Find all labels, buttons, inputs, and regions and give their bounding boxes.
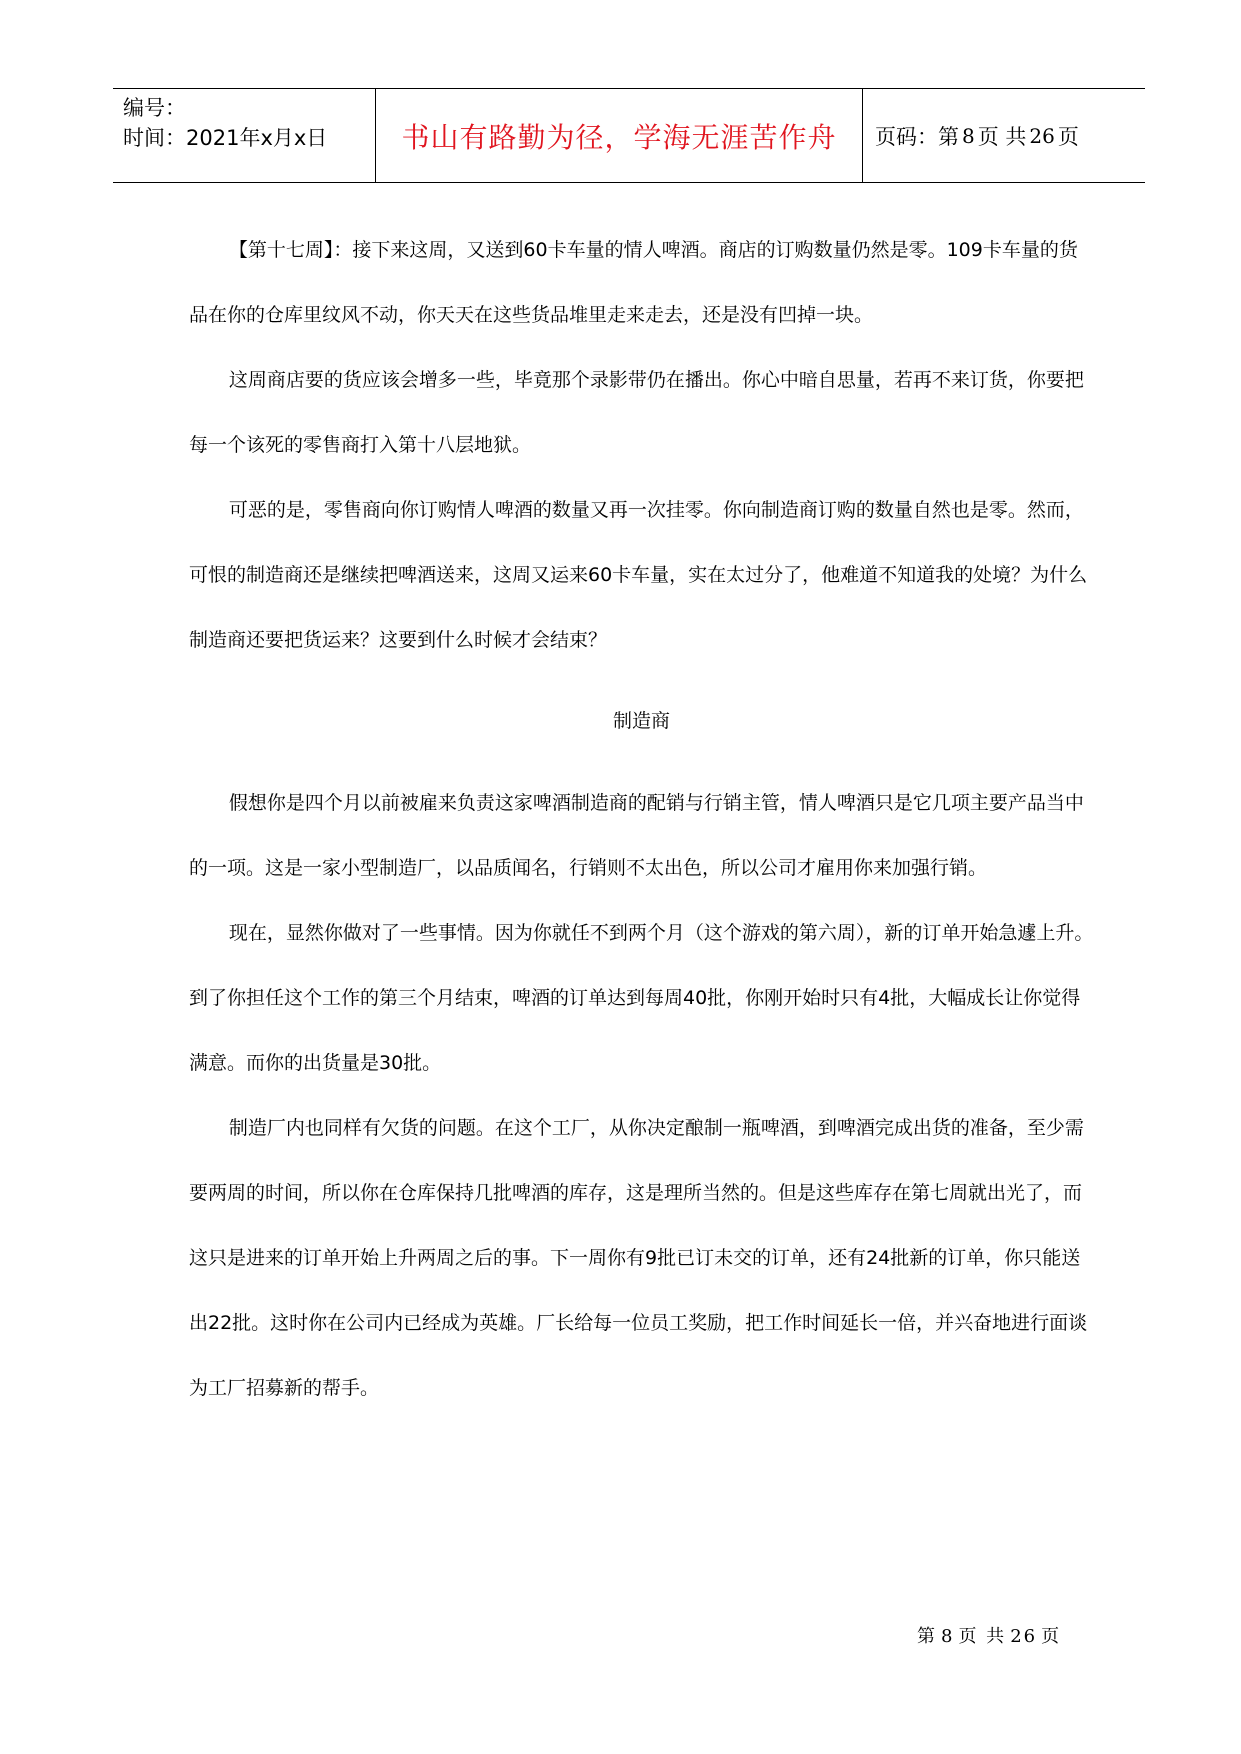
header-motto: 书山有路勤为径，学海无涯苦作舟 [401,120,837,154]
header-meta [123,93,327,153]
header-divider [375,89,376,182]
footer-current: 8 [941,1626,955,1647]
paragraph: 这周商店要的货应该会增多一些，毕竟那个录影带仍在播出。你心中暗自思量，若再不来订货，你要把每一个该死的零售商打入第十八层地狱。 [189,369,1084,456]
paragraph: 【第十七周】：接下来这周，又送到60卡车量的情人啤酒。商店的订购数量仍然是零。109卡车量的货品在你的仓库里纹风不动，你天天在这些货品堆里走来走去，还是没有凹掉一块。 [189,239,1078,326]
page-mid: 页 共 [977,124,1027,149]
paragraph: 制造厂内也同样有欠货的问题。在这个工厂，从你决定酿制一瓶啤酒，到啤酒完成出货的准备，至少需要两周的时间，所以你在仓库保持几批啤酒的库存，这是理所当然的。但是这些库存在第七周就出光了，而这只是进来的订单开始上升两周之后的事。下一周你有9批已订未交的订单，还有24批新的订单，你只能送出22批。这时你在公司内已经成为英雄。厂长给每一位员工奖励，把工作时间延长一倍，并兴奋地进行面谈为工厂招募新的帮手。 [189,1117,1088,1399]
page-prefix: 页码：第 [875,124,959,149]
footer-mid: 页 共 [958,1626,1007,1647]
time-label: 时间：2021年x月x日 [123,126,328,150]
page-current: 8 [962,123,975,148]
page-footer [917,1622,1061,1648]
footer-prefix: 第 [917,1626,937,1647]
page-total: 26 [1029,123,1055,148]
page-suffix: 页 [1057,124,1079,149]
page-header [113,88,1145,183]
paragraph: 现在，显然你做对了一些事情。因为你就任不到两个月（这个游戏的第六周），新的订单开始急遽上升。到了你担任这个工作的第三个月结束，啤酒的订单达到每周40批，你刚开始时只有4批，大幅成长让你觉得满意。而你的出货量是30批。 [189,922,1094,1074]
header-divider [862,89,863,182]
footer-suffix: 页 [1041,1626,1062,1647]
document-body [189,218,1094,1421]
footer-total: 26 [1010,1626,1038,1647]
section-title: 制造商 [612,710,670,732]
paragraph: 可恶的是，零售商向你订购情人啤酒的数量又再一次挂零。你向制造商订购的数量自然也是零。然而，可恨的制造商还是继续把啤酒送来，这周又运来60卡车量，实在太过分了，他难道不知道我的处境？为什么制造商还要把货运来？这要到什么时候才会结束？ [189,499,1088,651]
paragraph: 假想你是四个月以前被雇来负责这家啤酒制造商的配销与行销主管，情人啤酒只是它几项主要产品当中的一项。这是一家小型制造厂，以品质闻名，行销则不太出色，所以公司才雇用你来加强行销。 [189,792,1084,879]
serial-label: 编号： [123,96,186,120]
header-page-number [875,89,1079,182]
